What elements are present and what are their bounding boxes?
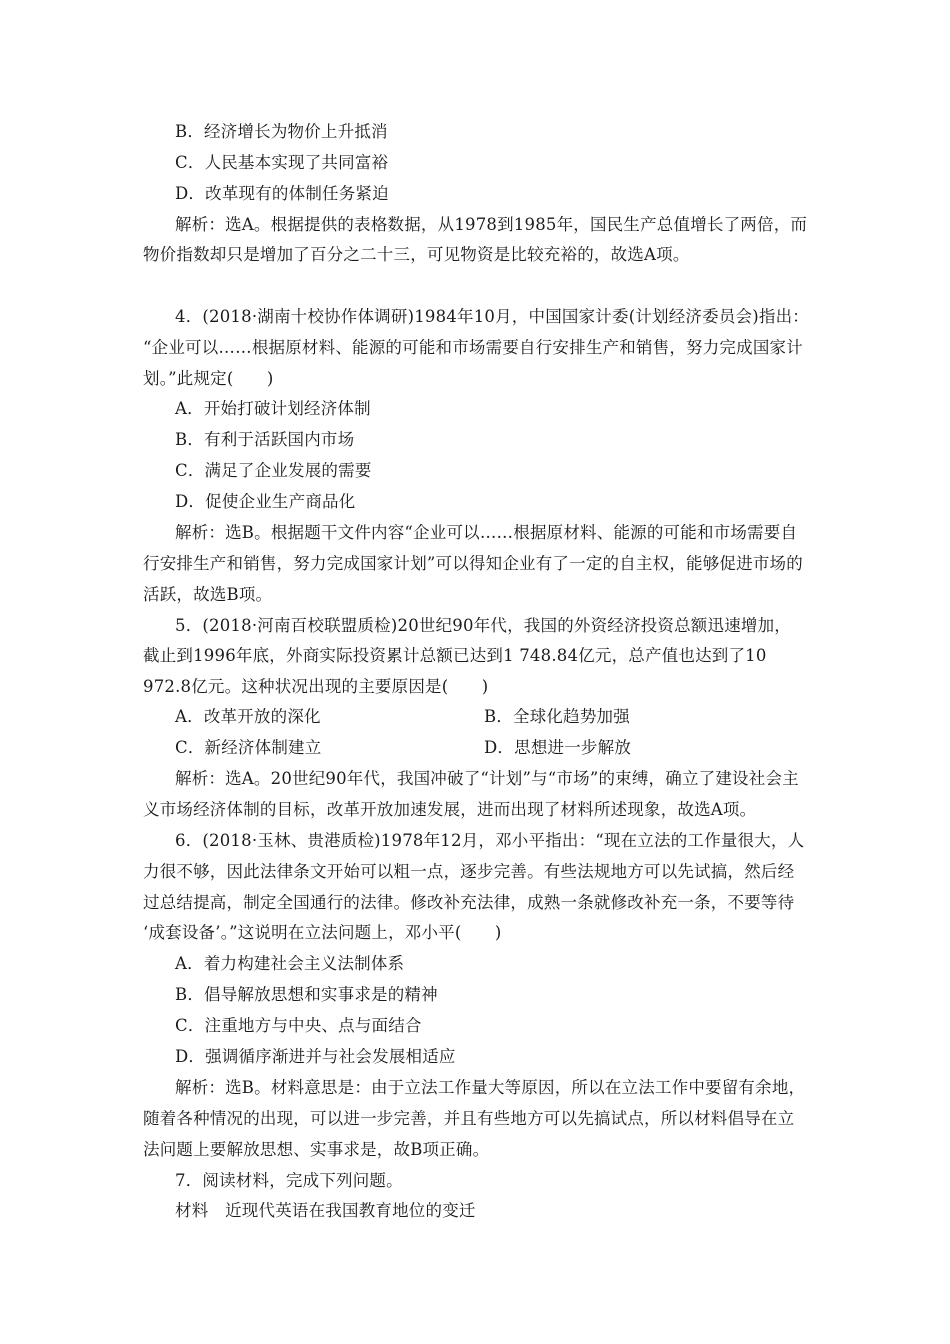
option-b-q3: B．经济增长为物价上升抵消	[175, 122, 388, 141]
question-4-line3: 划。”此规定( )	[143, 369, 274, 388]
option-a-q6: A．着力构建社会主义法制体系	[175, 954, 405, 973]
option-d-q5: D．思想进一步解放	[484, 738, 632, 757]
analysis-q4-line2: 行安排生产和销售，努力完成国家计划”可以得知企业有了一定的自主权，能够促进市场的	[143, 554, 803, 573]
option-c-q4: C．满足了企业发展的需要	[175, 461, 372, 480]
analysis-q3-line2: 物价指数却只是增加了百分之二十三，可见物资是比较充裕的，故选A项。	[143, 245, 690, 264]
question-7-line1: 7．阅读材料，完成下列问题。	[175, 1171, 403, 1190]
question-6-line4: ‘成套设备’。”这说明在立法问题上，邓小平( )	[143, 923, 502, 942]
option-a-q4: A．开始打破计划经济体制	[175, 399, 371, 418]
analysis-q4-line3: 活跃，故选B项。	[143, 585, 273, 604]
option-d-q3: D．改革现有的体制任务紧迫	[175, 184, 389, 203]
option-c-q5: C．新经济体制建立	[175, 738, 322, 757]
question-6-line1: 6．(2018·玉林、贵港质检)1978年12月，邓小平指出：“现在立法的工作量很大，人	[175, 831, 805, 850]
analysis-q6-line3: 法问题上要解放思想、实事求是，故B项正确。	[143, 1140, 490, 1159]
option-a-q5: A．改革开放的深化	[175, 707, 321, 726]
question-5-line1: 5．(2018·河南百校联盟质检)20世纪90年代，我国的外资经济投资总额迅速增加，	[175, 616, 791, 635]
analysis-q5-line2: 义市场经济体制的目标，改革开放加速发展，进而出现了材料所述现象，故选A项。	[143, 800, 757, 819]
option-d-q4: D．促使企业生产商品化	[175, 492, 356, 511]
option-d-q6: D．强调循序渐进并与社会发展相适应	[175, 1047, 456, 1066]
question-4-line1: 4．(2018·湖南十校协作体调研)1984年10月，中国国家计委(计划经济委员会)指出：	[175, 307, 809, 326]
analysis-q6-line1: 解析：选B。材料意思是：由于立法工作量大等原因，所以在立法工作中要留有余地，	[175, 1078, 806, 1097]
option-b-q5: B．全球化趋势加强	[484, 707, 630, 726]
question-6-line3: 过总结提高，制定全国通行的法律。修改补充法律，成熟一条就修改补充一条，不要等待	[143, 893, 795, 912]
option-b-q4: B．有利于活跃国内市场	[175, 430, 355, 449]
analysis-q4-line1: 解析：选B。根据题干文件内容“企业可以……根据原材料、能源的可能和市场需要自	[175, 523, 798, 542]
question-6-line2: 力很不够，因此法律条文开始可以粗一点，逐步完善。有些法规地方可以先试搞，然后经	[143, 862, 795, 881]
option-b-q6: B．倡导解放思想和实事求是的精神	[175, 985, 438, 1004]
question-4-line2: “企业可以……根据原材料、能源的可能和市场需要自行安排生产和销售，努力完成国家计	[143, 338, 803, 357]
option-c-q3: C．人民基本实现了共同富裕	[175, 153, 389, 172]
analysis-q6-line2: 随着各种情况的出现，可以进一步完善，并且有些地方可以先搞试点，所以材料倡导在立	[143, 1109, 795, 1128]
analysis-q3-line1: 解析：选A。根据提供的表格数据，从1978到1985年，国民生产总值增长了两倍，而	[175, 215, 808, 234]
material-title: 材料 近现代英语在我国教育地位的变迁	[175, 1201, 476, 1220]
question-5-line2: 截止到1996年底，外商实际投资累计总额已达到1 748.84亿元，总产值也达到了10	[143, 646, 767, 665]
analysis-q5-line1: 解析：选A。20世纪90年代，我国冲破了“计划”与“市场”的束缚，确立了建设社会主	[175, 769, 799, 788]
question-5-line3: 972.8亿元。这种状况出现的主要原因是( )	[143, 677, 489, 696]
option-c-q6: C．注重地方与中央、点与面结合	[175, 1016, 422, 1035]
